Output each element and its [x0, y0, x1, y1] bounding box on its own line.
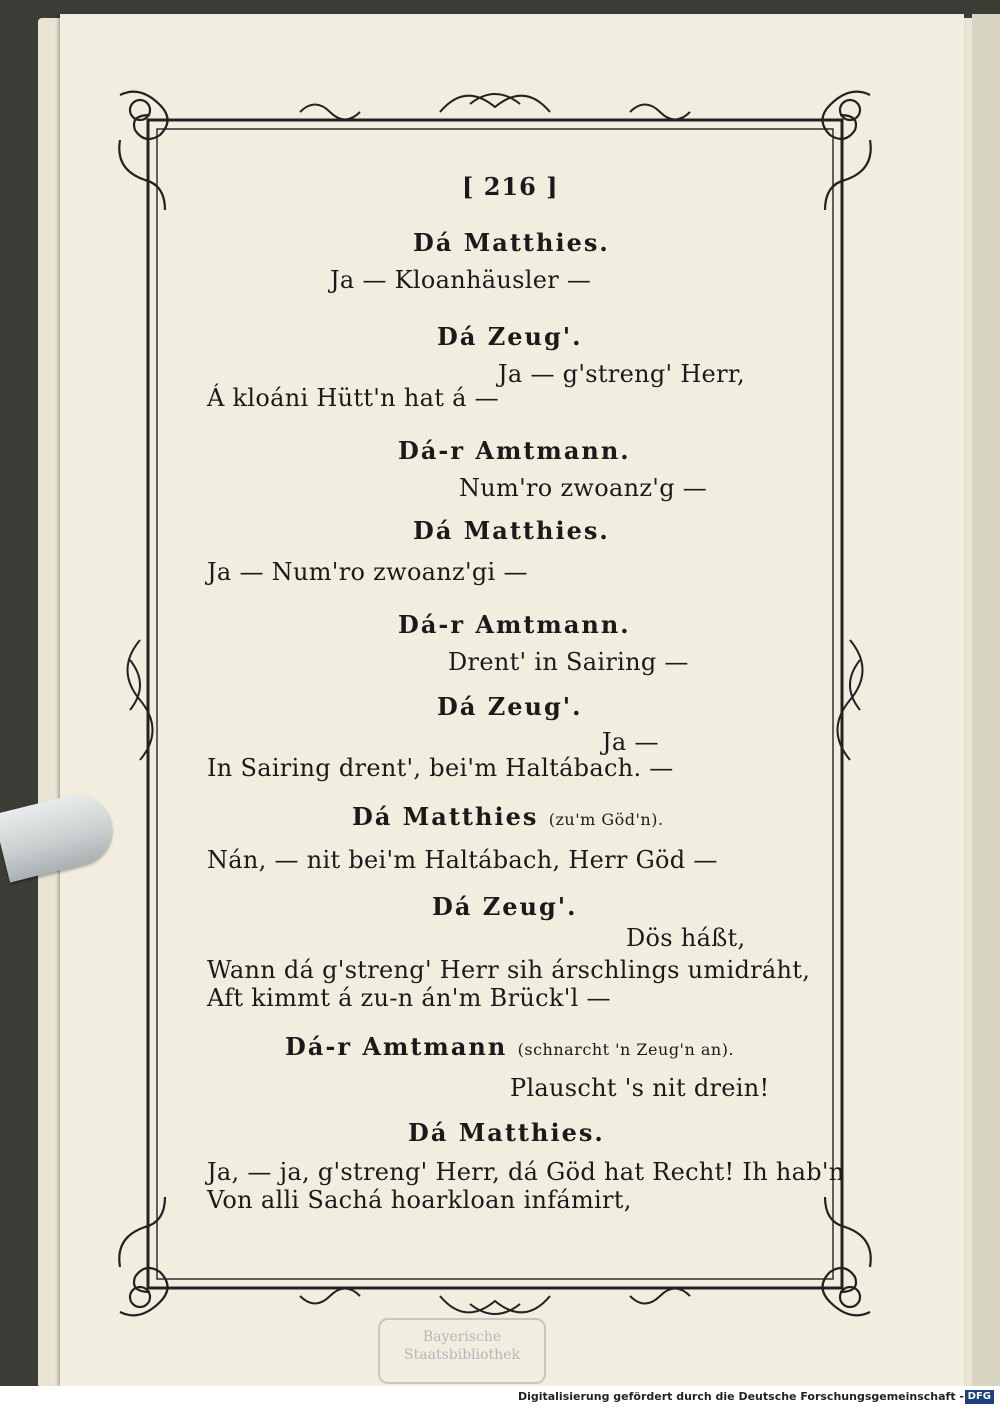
top-center-ornament — [440, 94, 550, 112]
verse-line: Num'ro zwoanz'g — — [459, 474, 708, 502]
speaker-line: Dá Matthies. — [408, 1118, 605, 1147]
stage-direction: (schnarcht 'n Zeug'n an). — [517, 1040, 735, 1059]
verse-line: Ja, — ja, g'streng' Herr, dá Göd hat Recht! Ih hab'n — [207, 1158, 845, 1186]
speaker-line: Dá Matthies. — [413, 516, 610, 545]
speaker-name: Dá-r Amtmann — [285, 1032, 508, 1061]
verse-line: Ja — Kloanhäusler — — [330, 266, 592, 294]
speaker-line: Dá Zeug'. — [432, 892, 578, 921]
verse-line: Ja — Num'ro zwoanz'gi — — [207, 558, 528, 586]
speaker-line: Dá Matthies. — [413, 228, 610, 257]
corner-bottom-right — [823, 1197, 871, 1315]
bottom-center-ornament — [440, 1296, 550, 1314]
speaker-line: Dá Zeug'. — [437, 692, 583, 721]
speaker-name: Dá Matthies — [352, 802, 539, 831]
corner-top-right — [823, 92, 871, 210]
verse-line: Dös háßt, — [626, 924, 746, 952]
verse-line: Drent' in Sairing — — [448, 648, 689, 676]
stage-direction: (zu'm Göd'n). — [548, 810, 664, 829]
verse-line: Von alli Sachá hoarkloan infámirt, — [207, 1186, 632, 1214]
speaker-line — [352, 802, 664, 831]
verse-line: Ja — — [602, 728, 659, 756]
corner-bottom-left — [119, 1197, 167, 1315]
verse-line: In Sairing drent', bei'm Haltábach. — — [207, 754, 674, 782]
digitization-footer — [0, 1386, 1000, 1407]
verse-line: Nán, — nit bei'm Haltábach, Herr Göd — — [207, 846, 718, 874]
page-number: [ 216 ] — [462, 172, 559, 201]
library-stamp: Bayerische Staatsbibliothek — [378, 1318, 546, 1384]
verse-line: Wann dá g'streng' Herr sih árschlings umidráht, — [207, 956, 811, 984]
speaker-line: Dá-r Amtmann. — [398, 436, 631, 465]
speaker-line — [285, 1032, 734, 1061]
speaker-line: Dá-r Amtmann. — [398, 610, 631, 639]
verse-line: Aft kimmt á zu-n án'm Brück'l — — [207, 984, 611, 1012]
verse-line: Plauscht 's nit drein! — [510, 1074, 770, 1102]
dfg-logo: DFG — [965, 1390, 994, 1404]
verse-line: Á kloáni Hütt'n hat á — — [207, 384, 499, 412]
verse-line: Ja — g'streng' Herr, — [498, 360, 745, 388]
speaker-line: Dá Zeug'. — [437, 322, 583, 351]
footer-credit: Digitalisierung gefördert durch die Deutsche Forschungsgemeinschaft - — [517, 1390, 964, 1403]
corner-top-left — [119, 92, 167, 210]
